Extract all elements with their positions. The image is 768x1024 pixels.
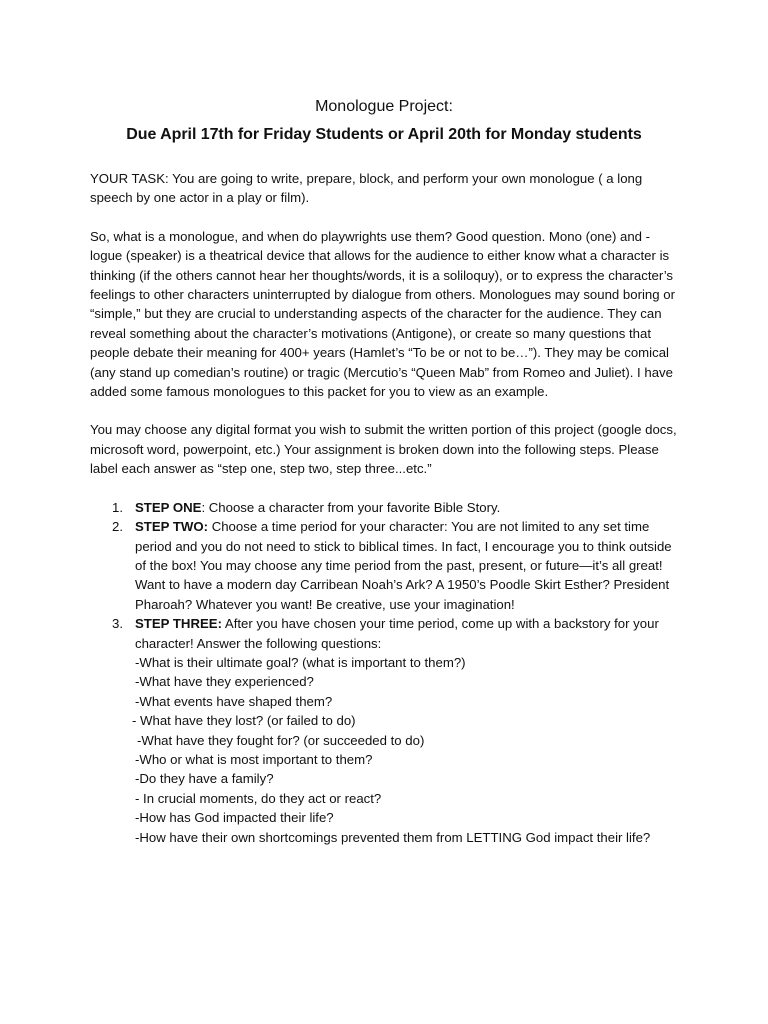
question-item: - In crucial moments, do they act or react? [135, 790, 382, 806]
step-number: 1. [112, 499, 123, 515]
document-subtitle: Due April 17th for Friday Students or April 20th for Monday students [126, 126, 642, 143]
question-item: -How has God impacted their life? [135, 810, 334, 826]
question-item: -What have they experienced? [135, 674, 314, 690]
format-paragraph: You may choose any digital format you wish to submit the written portion of this project (google docs, microsoft word, powerpoint, etc.) Your assignment is broken down into the following steps. Please label each answer as “step one, step two, step three...etc.” [90, 422, 677, 477]
step-label: STEP ONE [135, 499, 202, 515]
question-item: - What have they lost? (or failed to do) [132, 713, 356, 729]
document-title: Monologue Project: [315, 98, 453, 115]
step-text: : Choose a character from your favorite Bible Story. [201, 499, 501, 515]
step-label: STEP THREE: [135, 616, 222, 632]
step-text: Choose a time period for your character: You are not limited to any set time period and you do not need to stick to biblical times. In fact, I encourage you to think outside of the box! You may choose any time period from the past, present, or future—it’s all great! Want to have a modern day Carribean Noah’s Ark? A 1950’s Poodle Skirt Esther? President Pharoah? Whatever you want! Be creative, use your imagination! [135, 519, 672, 612]
step-number: 3. [112, 616, 123, 632]
step-text: After you have chosen your time period, come up with a backstory for your character! Answer the following questions: [135, 616, 659, 651]
step-item-three [90, 614, 678, 847]
question-item: -Who or what is most important to them? [135, 751, 373, 767]
task-paragraph: YOUR TASK: You are going to write, prepare, block, and perform your own monologue ( a long speech by one actor in a play or film). [90, 171, 643, 206]
question-item: -Do they have a family? [135, 771, 274, 787]
question-item: -What have they fought for? (or succeeded to do) [137, 732, 425, 748]
backstory-questions [132, 653, 678, 847]
question-item: -What is their ultimate goal? (what is important to them?) [135, 654, 466, 670]
step-number: 2. [112, 519, 123, 535]
question-item: -How have their own shortcomings prevented them from LETTING God impact their life? [135, 829, 651, 845]
step-item-two [90, 517, 678, 614]
step-item-one [90, 498, 678, 517]
step-label: STEP TWO: [135, 519, 209, 535]
monologue-paragraph: So, what is a monologue, and when do playwrights use them? Good question. Mono (one) and -logue (speaker) is a theatrical device that allows for the audience to either know what a character is thinking (if the others cannot hear her thoughts/words, it is a soliloquy), or to express the character’s feelings to other characters uninterrupted by dialogue from others. Monologues may sound boring or “simple,” but they are crucial to understanding aspects of the character for the audience. They can reveal something about the character’s motivations (Antigone), or create so many questions that people debate their meaning for 400+ years (Hamlet’s “To be or not to be…”). They may be comical (any stand up comedian’s routine) or tragic (Mercutio’s “Queen Mab” from Romeo and Juliet). I have added some famous monologues to this packet for you to view as an example. [90, 228, 675, 400]
question-item: -What events have shaped them? [135, 693, 333, 709]
steps-list [90, 498, 678, 847]
